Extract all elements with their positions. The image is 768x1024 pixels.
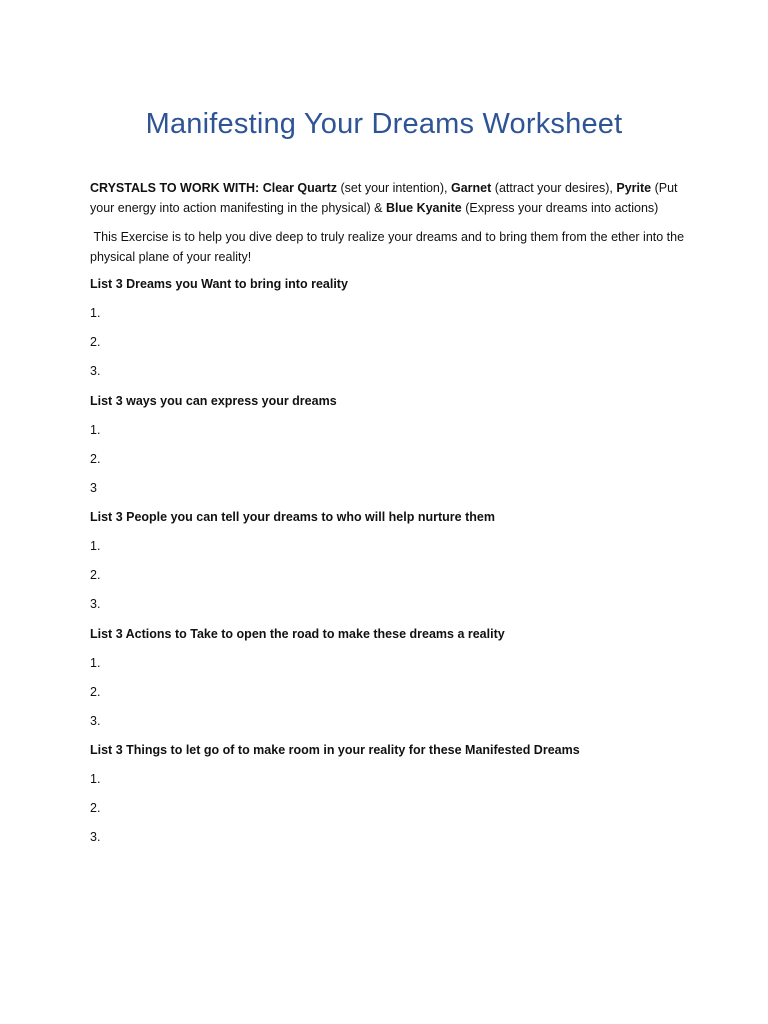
section-heading: List 3 Dreams you Want to bring into reality: [90, 277, 348, 291]
section-express: [90, 391, 690, 498]
list-item: 2.: [90, 685, 101, 699]
crystal-name-garnet: Garnet: [451, 181, 492, 195]
intro-paragraph: [90, 227, 690, 267]
list-item: 1.: [90, 539, 101, 553]
crystals-paragraph: [90, 178, 690, 218]
crystal-desc-garnet: (attract your desires),: [494, 181, 613, 195]
section-heading: List 3 Actions to Take to open the road to make these dreams a reality: [90, 627, 505, 641]
page-title: Manifesting Your Dreams Worksheet: [145, 108, 623, 140]
list-item: 1.: [90, 423, 101, 437]
section-heading: List 3 Things to let go of to make room in your reality for these Manifested Dreams: [90, 743, 580, 757]
list-item: 3.: [90, 364, 101, 378]
list-item: 2.: [90, 801, 101, 815]
crystal-name-pyrite: Pyrite: [616, 181, 652, 195]
crystal-desc-pyrite: (Put your energy into action manifesting in the physical) &: [90, 181, 678, 215]
list-item: 2.: [90, 335, 101, 349]
list-item: 2.: [90, 568, 101, 582]
section-dreams: [90, 274, 690, 381]
intro-text: This Exercise is to help you dive deep to truly realize your dreams and to bring them from the ether into the physical plane of your reality!: [90, 230, 685, 264]
list-item: 1.: [90, 306, 101, 320]
crystal-name-clear-quartz: Clear Quartz: [262, 181, 338, 195]
crystal-name-blue-kyanite: Blue Kyanite: [386, 201, 462, 215]
section-let-go: [90, 740, 690, 847]
section-actions: [90, 624, 690, 731]
list-item: 1.: [90, 656, 101, 670]
section-heading: List 3 People you can tell your dreams to who will help nurture them: [90, 510, 495, 524]
list-item: 3: [90, 481, 97, 495]
list-item: 3.: [90, 597, 101, 611]
list-item: 3.: [90, 830, 101, 844]
list-item: 3.: [90, 714, 101, 728]
section-people: [90, 507, 690, 614]
section-heading: List 3 ways you can express your dreams: [90, 394, 337, 408]
list-item: 1.: [90, 772, 101, 786]
crystals-lead: CRYSTALS TO WORK WITH:: [90, 181, 260, 195]
crystal-desc-blue-kyanite: (Express your dreams into actions): [465, 201, 659, 215]
crystal-desc-clear-quartz: (set your intention),: [340, 181, 448, 195]
list-item: 2.: [90, 452, 101, 466]
